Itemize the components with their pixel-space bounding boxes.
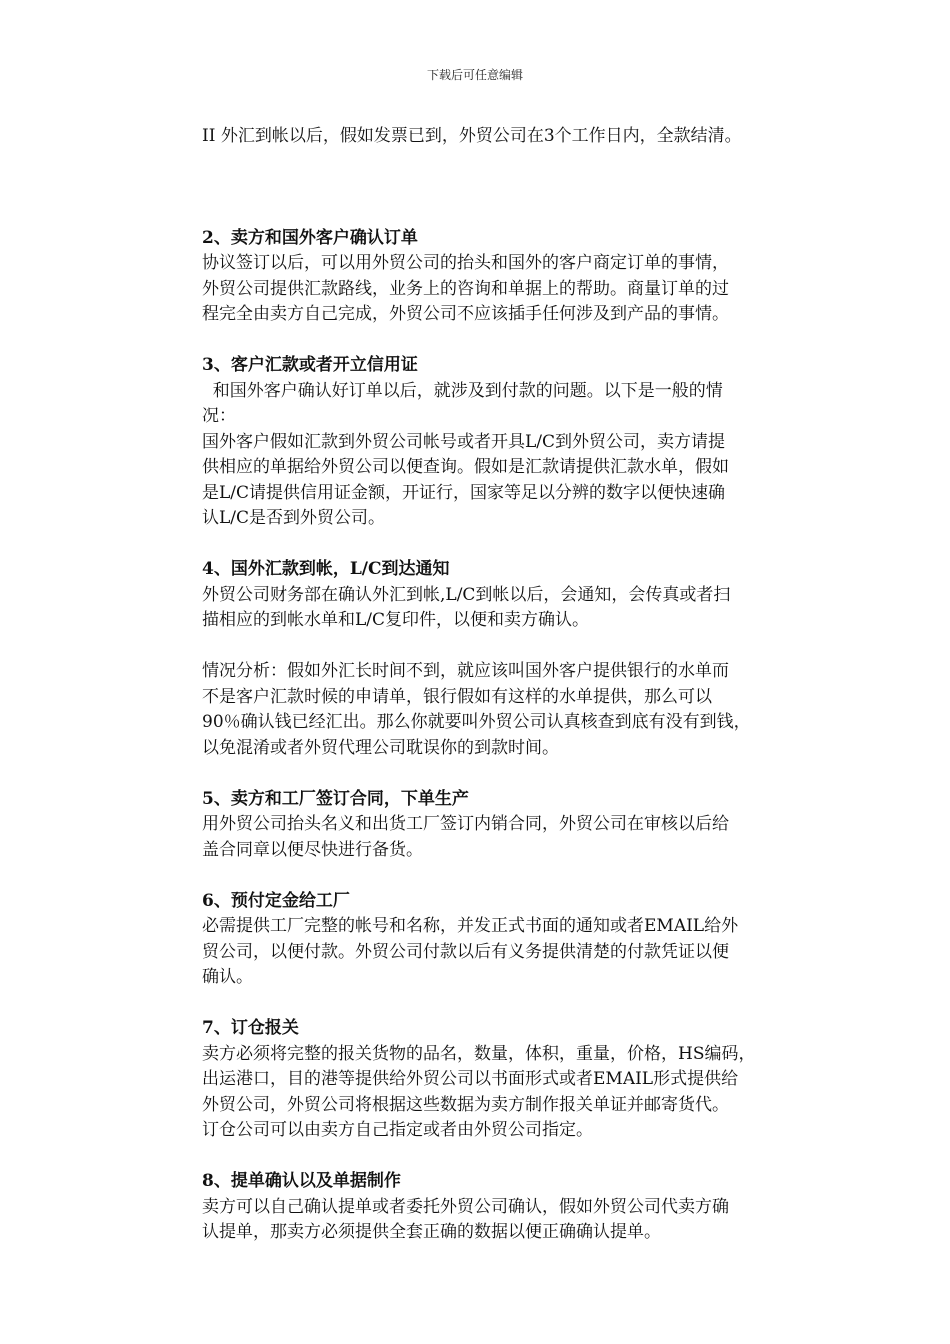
analysis-line: 情况分析：假如外汇长时间不到，就应该叫国外客户提供银行的水单而: [202, 661, 729, 681]
section-3-heading: 3、客户汇款或者开立信用证: [202, 355, 418, 375]
page-header: 下载后可任意编辑: [426, 68, 523, 82]
section-5-heading: 5、卖方和工厂签订合同，下单生产: [202, 788, 469, 809]
section-7-line: 外贸公司，外贸公司将根据这些数据为卖方制作报关单证并邮寄货代。: [202, 1094, 729, 1115]
section-5-line: 盖合同章以便尽快进行备货。: [202, 839, 423, 860]
section-8-line: 卖方可以自己确认提单或者委托外贸公司确认，假如外贸公司代卖方确: [202, 1196, 729, 1217]
section-4-line: 描相应的到帐水单和L/C复印件，以便和卖方确认。: [202, 610, 590, 630]
section-2-line: 程完全由卖方自己完成，外贸公司不应该插手任何涉及到产品的事情。: [202, 304, 729, 324]
section-7-heading: 7、订仓报关: [202, 1018, 299, 1038]
section-3-line: 供相应的单据给外贸公司以便查询。假如是汇款请提供汇款水单，假如: [202, 457, 729, 477]
section-7-line: 出运港口，目的港等提供给外贸公司以书面形式或者EMAIL形式提供给: [202, 1069, 739, 1089]
analysis-line: 90％确认钱已经汇出。那么你就要叫外贸公司认真核查到底有没有到钱，: [202, 712, 751, 732]
section-2-line: 外贸公司提供汇款路线，业务上的咨询和单据上的帮助。商量订单的过: [202, 278, 729, 299]
document-body: [202, 124, 814, 1246]
section-5-line: 用外贸公司抬头名义和出货工厂签订内销合同，外贸公司在审核以后给: [202, 814, 729, 834]
section-7-line: 卖方必须将完整的报关货物的品名，数量，体积，重量，价格，HS编码，: [202, 1043, 756, 1064]
section-4-heading: 4、国外汇款到帐，L/C到达通知: [202, 559, 450, 579]
intro-paragraph: II 外汇到帐以后，假如发票已到，外贸公司在3个工作日内，全款结清。: [202, 126, 742, 146]
analysis-line: 以免混淆或者外贸代理公司耽误你的到款时间。: [202, 737, 559, 758]
section-3-line: 和国外客户确认好订单以后，就涉及到付款的问题。以下是一般的情: [202, 380, 723, 401]
section-6-line: 贸公司，以便付款。外贸公司付款以后有义务提供清楚的付款凭证以便: [202, 941, 729, 962]
section-2-line: 协议签订以后，可以用外贸公司的抬头和国外的客户商定订单的事情，: [202, 253, 729, 273]
section-6-heading: 6、预付定金给工厂: [202, 890, 350, 911]
section-3-line: 况：: [202, 406, 236, 426]
section-4-line: 外贸公司财务部在确认外汇到帐,L/C到帐以后，会通知，会传真或者扫: [202, 584, 731, 605]
section-3-line: 认L/C是否到外贸公司。: [202, 508, 386, 528]
section-2-heading: 2、卖方和国外客户确认订单: [202, 227, 418, 248]
analysis-line: 不是客户汇款时候的申请单，银行假如有这样的水单提供，那么可以: [202, 686, 712, 707]
section-6-line: 确认。: [202, 967, 253, 987]
section-8-line: 认提单，那卖方必须提供全套正确的数据以便正确确认提单。: [202, 1222, 661, 1242]
section-3-line: 是L/C请提供信用证金额，开证行，国家等足以分辨的数字以便快速确: [202, 482, 726, 503]
section-8-heading: 8、提单确认以及单据制作: [202, 1171, 401, 1191]
section-6-line: 必需提供工厂完整的帐号和名称，并发正式书面的通知或者EMAIL给外: [202, 916, 739, 936]
section-3-line: 国外客户假如汇款到外贸公司帐号或者开具L/C到外贸公司，卖方请提: [202, 431, 726, 452]
section-7-line: 订仓公司可以由卖方自己指定或者由外贸公司指定。: [202, 1120, 593, 1140]
